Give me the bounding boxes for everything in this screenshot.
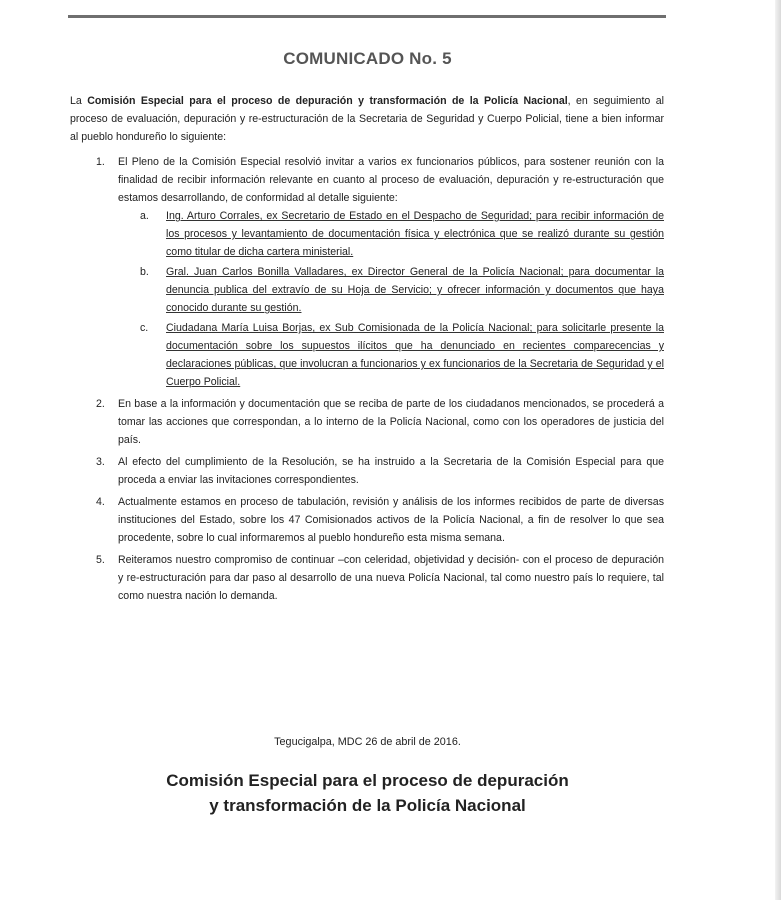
list-number: 4. xyxy=(96,496,105,508)
list-item-4 xyxy=(70,493,664,547)
sub-item-text: Gral. Juan Carlos Bonilla Valladares, ex Director General de la Policía Nacional; para documentar la denuncia publica del extravío de su Hoja de Servicio; y ofrecer información y documentos que haya conocido durante su gestión. xyxy=(166,266,664,314)
sub-item-text: Ciudadana María Luisa Borjas, ex Sub Comisionada de la Policía Nacional; para solicitarle presente la documentación sobre los supuestos ilícitos que ha denunciado en recientes comparecencias y declaraciones públicas, que involucran a funcionarios y ex funcionarios de la Secretaria de Seguridad y el Cuerpo Policial. xyxy=(166,322,664,388)
sub-item-text: Ing. Arturo Corrales, ex Secretario de Estado en el Despacho de Seguridad; para recibir información de los procesos y levantamiento de documentación física y electrónica que se realizó durante su gestión como titular de dicha cartera ministerial. xyxy=(166,210,664,258)
signature-line-1: Comisión Especial para el proceso de depuración xyxy=(166,771,569,790)
page-edge xyxy=(775,0,781,900)
list-item-1 xyxy=(70,153,664,391)
list-item-text: Actualmente estamos en proceso de tabulación, revisión y análisis de los informes recibidos de parte de diversas instituciones del Estado, sobre los 47 Comisionados activos de la Policía Nacional, a fin de resolver lo que sea procedente, sobre lo cual informaremos al pueblo hondureño esta misma semana. xyxy=(118,496,664,544)
intro-rest: , en seguimiento al proceso de evaluación, depuración y re-estructuración de la Secretaria de Seguridad y Cuerpo Policial, tiene a bien informar al pueblo hondureño lo siguiente: xyxy=(70,95,664,143)
numbered-list xyxy=(70,153,664,605)
list-item-text: En base a la información y documentación que se reciba de parte de los ciudadanos mencionados, se procederá a tomar las acciones que correspondan, a lo interno de la Policía Nacional, como con los operadores de justicia del país. xyxy=(118,398,664,446)
sub-item-letter: a. xyxy=(140,210,149,222)
sub-list xyxy=(118,207,664,391)
list-item-2 xyxy=(70,395,664,449)
intro-commission-name: Comisión Especial para el proceso de depuración y transformación de la Policía Nacional xyxy=(87,95,568,107)
list-item-text: El Pleno de la Comisión Especial resolvió invitar a varios ex funcionarios públicos, para sostener reunión con la finalidad de recibir información relevante en cuanto al proceso de evaluación, depuración y re-estructuración que estamos desarrollando, de conformidad al detalle siguiente: xyxy=(118,156,664,204)
list-item-3 xyxy=(70,453,664,489)
list-number: 5. xyxy=(96,554,105,566)
list-item-text: Al efecto del cumplimiento de la Resolución, se ha instruido a la Secretaria de la Comisión Especial para que proceda a enviar las invitaciones correspondientes. xyxy=(118,456,664,486)
signature-line-2: y transformación de la Policía Nacional xyxy=(209,796,526,815)
sub-item-a xyxy=(118,207,664,261)
signature-block xyxy=(0,768,735,818)
sub-item-c xyxy=(118,319,664,391)
list-item-5 xyxy=(70,551,664,605)
list-item-text: Reiteramos nuestro compromiso de continuar –con celeridad, objetividad y decisión- con el proceso de depuración y re-estructuración para dar paso al desarrollo de una nueva Policía Nacional, tal como nuestro país lo requiere, tal como nuestra nación lo demanda. xyxy=(118,554,664,602)
document-title: COMUNICADO No. 5 xyxy=(283,49,452,68)
sub-item-letter: c. xyxy=(140,322,149,334)
sub-item-letter: b. xyxy=(140,266,149,278)
list-number: 2. xyxy=(96,398,105,410)
intro-paragraph xyxy=(70,92,664,146)
document-body xyxy=(70,92,664,609)
date-line: Tegucigalpa, MDC 26 de abril de 2016. xyxy=(274,736,461,748)
sub-item-b xyxy=(118,263,664,317)
top-divider xyxy=(68,15,666,18)
intro-prefix: La xyxy=(70,95,88,107)
list-number: 3. xyxy=(96,456,105,468)
list-number: 1. xyxy=(96,156,105,168)
